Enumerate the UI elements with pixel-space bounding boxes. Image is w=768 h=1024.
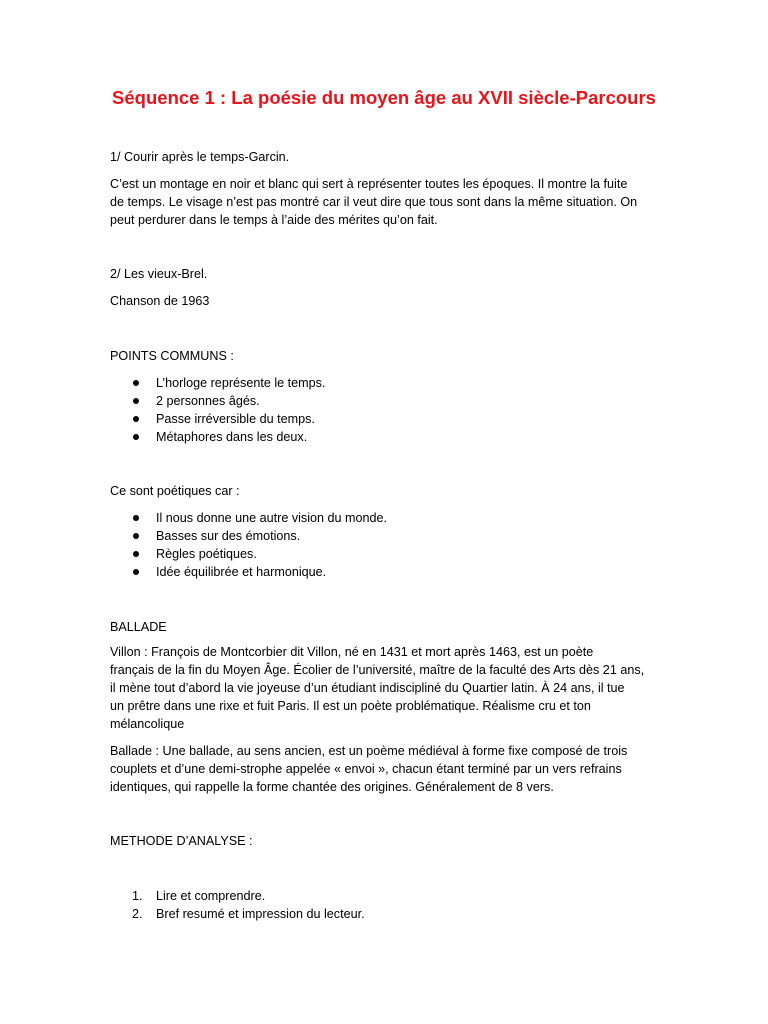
paragraph-line: français de la fin du Moyen Âge. Écolier de l’université, maître de la faculté des Arts dès 21 ans, [110, 663, 645, 677]
paragraph-ballade-definition [110, 742, 670, 796]
paragraph-courir [110, 175, 670, 229]
paragraph-villon [110, 643, 670, 733]
methode-heading: METHODE D’ANALYSE : [110, 834, 253, 848]
bullet-icon [133, 551, 139, 557]
paragraph-line: identiques, qui rappelle la forme chantée des origines. Généralement de 8 vers. [110, 780, 554, 794]
bullet-icon [133, 398, 139, 404]
bullet-icon [133, 533, 139, 539]
bullet-icon [133, 380, 139, 386]
points-communs-heading: POINTS COMMUNS : [110, 349, 234, 363]
section-heading-vieux: 2/ Les vieux-Brel. [110, 267, 208, 281]
bullet-icon [133, 569, 139, 575]
bullet-icon [133, 434, 139, 440]
list-number: 2. [132, 907, 143, 921]
paragraph-line: un prêtre dans une rixe et fuit Paris. Il est un poète problématique. Réalisme cru et ton [110, 699, 591, 713]
document-title: Séquence 1 : La poésie du moyen âge au XVII siècle-Parcours [112, 87, 656, 108]
paragraph-line: C’est un montage en noir et blanc qui sert à représenter toutes les époques. Il montre la fuite [110, 177, 628, 191]
section-heading-courir: 1/ Courir après le temps-Garcin. [110, 150, 290, 164]
list-number: 1. [132, 889, 143, 903]
bullet-icon [133, 416, 139, 422]
poetiques-heading: Ce sont poétiques car : [110, 484, 240, 498]
ballade-heading: BALLADE [110, 620, 167, 634]
section-subtitle-chanson: Chanson de 1963 [110, 294, 210, 308]
paragraph-line: Ballade : Une ballade, au sens ancien, est un poème médiéval à forme fixe composé de trois [110, 744, 628, 758]
paragraph-line: couplets et d’une demi-strophe appelée « envoi », chacun étant terminé par un vers refrains [110, 762, 622, 776]
paragraph-line: peut perdurer dans le temps à l’aide des mérites qu’on fait. [110, 213, 438, 227]
paragraph-line: il mène tout d’abord la vie joyeuse d’un étudiant indiscipliné du Quartier latin. À 24 ans, il tue [110, 681, 625, 695]
paragraph-line: mélancolique [110, 717, 185, 731]
bullet-icon [133, 515, 139, 521]
paragraph-line: Villon : François de Montcorbier dit Villon, né en 1431 et mort après 1463, est un poète [110, 645, 594, 659]
paragraph-line: de temps. Le visage n’est pas montré car il veut dire que tous sont dans la même situation. On [110, 195, 638, 209]
document-page: Séquence 1 : La poésie du moyen âge au XVII siècle-Parcours 1/ Courir après le temps-Garcin. C’est un montage en noir et blanc qui sert à représenter toutes les époques. Il montre la fuite de temps. Le visage n’est pas montré car il veut dire que tous sont dans la même situation. On peut perdurer dans le temps à l’aide des mérites qu’on fait. 2/ Les vieux-Brel. Chanson de 1963 POINTS COMMUNS : L’horloge représente le temps. 2 personnes âgés. Passe irréversible du temps. Métaphores dans les deux. Ce sont poétiques car : Il nous donne une autre vision du monde. Basses sur des émotions. Règles poétiques. Idée équilibrée et harmonique. BALLADE Villon : François de Montcorbier dit Villon, né en 1431 et mort après 1463, est un poète français de la fin du Moyen Âge. Écolier de l’université, maître de la faculté des Arts dès 21 ans, il mène tout d’abord la vie joyeuse d’un étudiant indiscipliné du Quartier latin. À 24 ans, il tue un prêtre dans une rixe et fuit Paris. Il est un poète problématique. Réalisme cru et ton mélancolique Ballade : Une ballade, au sens ancien, est un poème médiéval à forme fixe composé de trois couplets et d’une demi-strophe appelée « envoi », chacun étant terminé par un vers refrains identiques, qui rappelle la forme chantée des origines. Généralement de 8 vers. METHODE D’ANALYSE : 1. Lire et comprendre. 2. Bref resumé et impression du lecteur. [0, 0, 768, 1024]
